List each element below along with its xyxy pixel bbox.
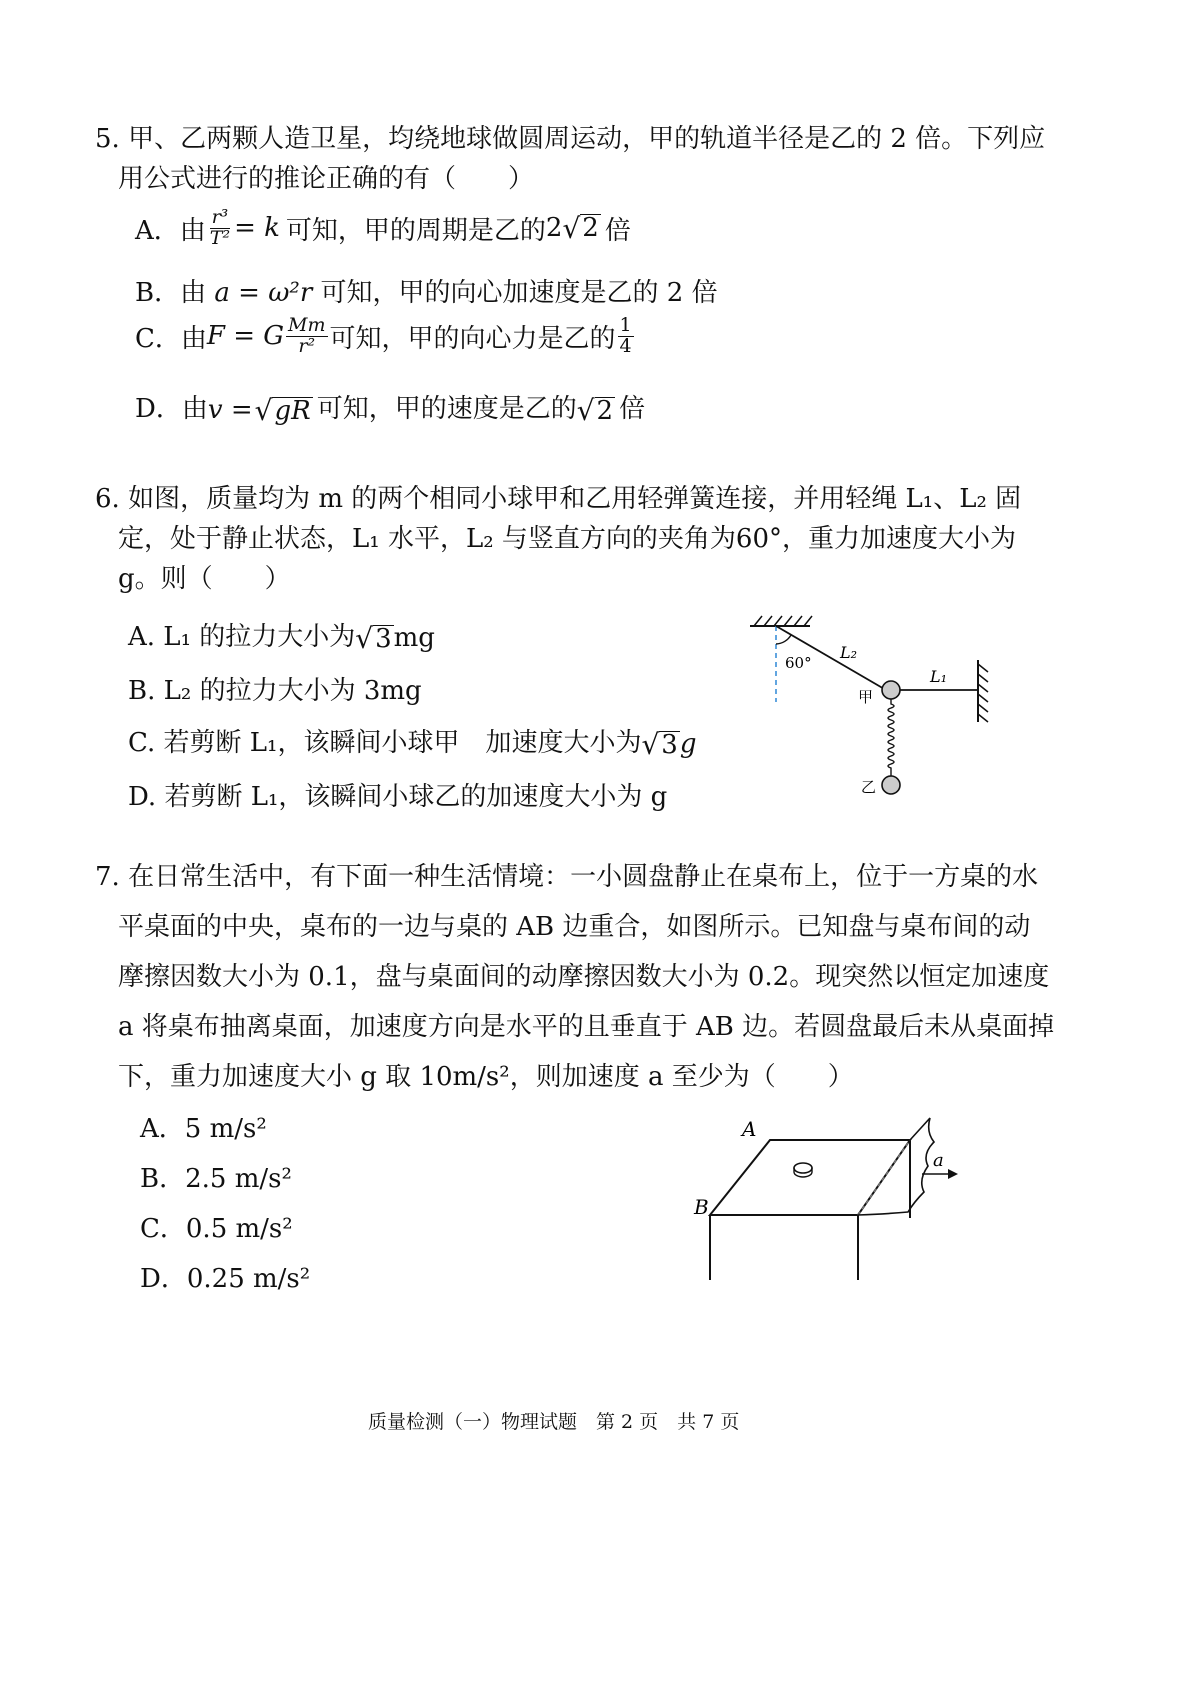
label-b-corner: B (694, 1195, 709, 1219)
q5-a-coef: 2 (545, 213, 563, 244)
q6-a-radicand: 3 (375, 623, 392, 654)
wall-hatch (978, 660, 988, 722)
q6-stem-line2: 定，处于静止状态，L₁ 水平，L₂ 与竖直方向的夹角为60°，重力加速度大小为 (118, 524, 1016, 554)
q5-d-lhs: v = (207, 395, 253, 425)
q5-a-numerator: r³ (211, 206, 229, 228)
q7-option-d: D．0.25 m/s² (140, 1264, 311, 1294)
q5-c-numerator: Mm (288, 314, 326, 336)
q5-c-result-num: 1 (619, 314, 632, 336)
small-disc (794, 1163, 812, 1173)
ball-jia-label: 甲 (858, 688, 874, 706)
q5-a-radicand: 2 (582, 213, 599, 244)
q5-a-denominator: T² (209, 226, 231, 249)
q7-stem-line3: 摩擦因数大小为 0.1，盘与桌面间的动摩擦因数大小为 0.2。现突然以恒定加速度 (118, 962, 1050, 992)
ball-jia (882, 681, 900, 699)
q6-a-text: A. L₁ 的拉力大小为 (128, 622, 356, 652)
q6-stem-line1: 6. 如图，质量均为 m 的两个相同小球甲和乙用轻弹簧连接，并用轻绳 L₁、L₂ 固 (95, 484, 1022, 514)
q7-stem-line2: 平桌面的中央，桌布的一边与桌的 AB 边重合，如图所示。已知盘与桌布间的动 (118, 912, 1031, 942)
q7-stem-line4: a 将桌布抽离桌面，加速度方向是水平的且垂直于 AB 边。若圆盘最后未从桌面掉 (118, 1012, 1055, 1042)
q5-b-label: B．由 (135, 278, 207, 308)
q7-stem-line5: 下，重力加速度大小 g 取 10m/s²，则加速度 a 至少为（ ） (118, 1062, 854, 1092)
spring (888, 699, 894, 776)
table-top (710, 1140, 910, 1215)
q5-c-label: C．由 (135, 323, 207, 354)
q5-option-c (135, 316, 636, 357)
q6-option-b: B. L₂ 的拉力大小为 3mg (128, 676, 422, 706)
q5-a-rhs: = k (234, 213, 280, 244)
q5-d-sqrt2: √ 2 (576, 394, 614, 427)
ceiling-hatch (750, 616, 812, 626)
q5-a-fraction (208, 208, 232, 249)
angle-label: 60° (785, 654, 812, 672)
ball-yi-label: 乙 (861, 778, 877, 796)
q5-stem-line2: 用公式进行的推论正确的有（ ） (118, 164, 535, 194)
q5-stem-line1: 5. 甲、乙两颗人造卫星，均绕地球做圆周运动，甲的轨道半径是乙的 2 倍。下列应 (95, 124, 1046, 154)
q7-option-b: B．2.5 m/s² (140, 1164, 292, 1194)
q6-option-c (128, 722, 697, 759)
tablecloth (858, 1118, 934, 1215)
q5-c-tail: 可知，甲的向心力是乙的 (329, 323, 616, 354)
acceleration-arrowhead (948, 1169, 958, 1179)
q5-option-d (135, 388, 645, 425)
q5-c-result-den: 4 (619, 334, 632, 357)
q5-d-label: D．由 (135, 394, 208, 424)
q5-d-tail-pre: 可知，甲的速度是乙的 (316, 394, 577, 424)
q6-c-unit: g (679, 729, 697, 759)
q6-c-radicand: 3 (661, 729, 678, 760)
q6-figure (740, 610, 1010, 810)
q5-d-sqrt: √ gR (254, 394, 311, 427)
l2-label: L₂ (840, 643, 858, 662)
ball-yi (882, 776, 900, 794)
q6-option-d: D. 若剪断 L₁，该瞬间小球乙的加速度大小为 g (128, 782, 668, 812)
q5-option-b (135, 272, 718, 309)
q5-d-tail-post: 倍 (619, 394, 646, 424)
q5-a-tail-pre: 可知，甲的周期是乙的 (285, 215, 546, 246)
q5-c-lhs: F = G (206, 321, 285, 352)
angle-arc (776, 635, 791, 644)
q6-option-a (128, 616, 435, 653)
l1-label: L₁ (930, 667, 948, 686)
q5-c-fraction (286, 316, 327, 357)
q5-option-a (135, 208, 631, 249)
q5-b-formula: a = ω²r (214, 278, 313, 308)
q5-a-sqrt: √ 2 (562, 211, 599, 245)
q7-stem-line1: 7. 在日常生活中，有下面一种生活情境：一小圆盘静止在桌布上，位于一方桌的水 (95, 862, 1039, 892)
q6-stem-line3: g。则（ ） (118, 564, 291, 594)
q5-c-result-fraction (618, 316, 634, 357)
q5-a-label: A．由 (135, 215, 206, 246)
q5-d-radicand: gR (274, 395, 311, 426)
q5-a-tail-post: 倍 (604, 215, 631, 246)
q6-a-unit: mg (393, 623, 435, 653)
q7-figure (690, 1110, 980, 1285)
q5-d-radicand2: 2 (596, 395, 614, 426)
q5-b-tail: 可知，甲的向心加速度是乙的 2 倍 (320, 278, 718, 308)
q6-c-text: C. 若剪断 L₁，该瞬间小球甲 加速度大小为 (128, 728, 642, 758)
q6-c-sqrt: √ 3 (641, 728, 678, 761)
q6-a-sqrt: √ 3 (355, 622, 392, 655)
label-acceleration: a (933, 1150, 944, 1171)
q7-option-c: C．0.5 m/s² (140, 1214, 293, 1244)
label-a-corner: A (742, 1117, 757, 1141)
page-footer: 质量检测（一）物理试题 第 2 页 共 7 页 (368, 1411, 740, 1433)
q5-c-denominator: r² (298, 334, 316, 357)
q7-option-a: A．5 m/s² (140, 1114, 267, 1144)
